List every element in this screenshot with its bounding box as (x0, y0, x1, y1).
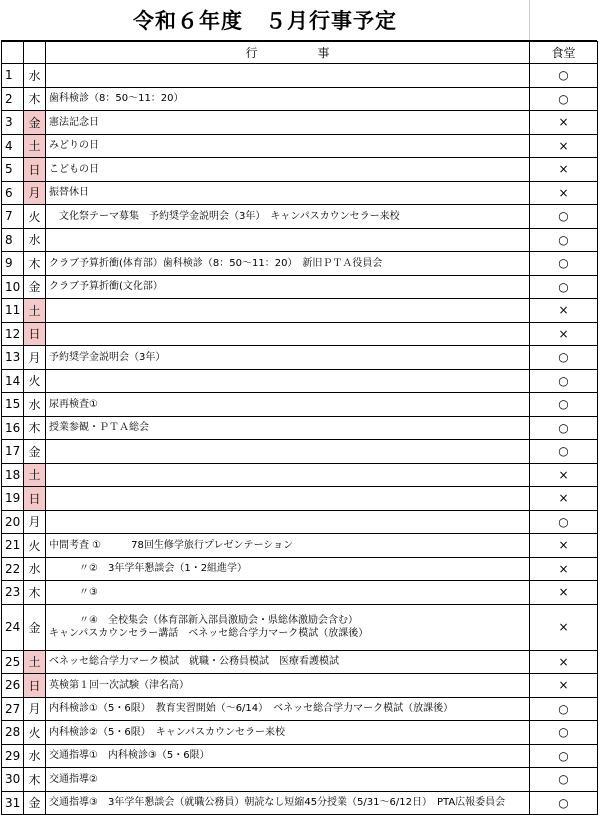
table-row (2, 393, 598, 417)
event-cell (46, 416, 530, 440)
table-row (2, 64, 598, 88)
cafeteria-cell: × (530, 111, 598, 135)
table-row (2, 604, 598, 650)
day-cell: 13 (2, 346, 24, 370)
cafeteria-cell: ○ (530, 346, 598, 370)
schedule-table (1, 41, 598, 815)
weekday-header (24, 42, 46, 64)
cafeteria-cell: ○ (530, 275, 598, 299)
table-row (2, 87, 598, 111)
day-cell: 9 (2, 252, 24, 276)
cafeteria-cell: ○ (530, 721, 598, 745)
weekday-cell: 土 (24, 463, 46, 487)
page-title: 令和６年度 ５月行事予定 (133, 9, 397, 33)
event-cell (46, 581, 530, 605)
cafeteria-cell: ○ (530, 393, 598, 417)
event-cell (46, 275, 530, 299)
event-line: 中間考査 ① 78回生修学旅行プレゼンテーション (49, 539, 294, 551)
event-line: 授業参観・ＰＴＡ総会 (49, 422, 149, 434)
event-cell (46, 604, 530, 650)
day-cell: 30 (2, 768, 24, 792)
event-cell (46, 322, 530, 346)
day-cell: 22 (2, 557, 24, 581)
event-cell (46, 393, 530, 417)
event-line: 文化祭テーマ募集 予約奨学金説明会（3年） キャンパスカウンセラー来校 (49, 210, 400, 222)
weekday-cell: 金 (24, 275, 46, 299)
table-row (2, 181, 598, 205)
table-row (2, 416, 598, 440)
cafeteria-cell: ○ (530, 369, 598, 393)
event-line: 交通指導③ 3年学年懇談会（就職公務員）朝読なし短縮45分授業（5/31～6/12日） PTA広報委員会 (49, 797, 506, 809)
header-row (2, 42, 598, 64)
weekday-cell: 水 (24, 744, 46, 768)
day-cell: 21 (2, 534, 24, 558)
table-row (2, 463, 598, 487)
cafeteria-cell: ○ (530, 252, 598, 276)
weekday-cell: 木 (24, 416, 46, 440)
weekday-cell: 日 (24, 322, 46, 346)
table-row (2, 322, 598, 346)
event-cell (46, 744, 530, 768)
weekday-cell: 水 (24, 228, 46, 252)
event-line: クラブ予算折衝(文化部） (49, 281, 163, 293)
table-row (2, 510, 598, 534)
day-cell: 7 (2, 205, 24, 229)
table-row (2, 111, 598, 135)
title-side-cell (529, 0, 597, 40)
event-cell (46, 181, 530, 205)
day-cell: 11 (2, 299, 24, 323)
weekday-cell: 木 (24, 87, 46, 111)
event-line: クラブ予算折衝(体育部）歯科検診（8：50～11：20） 新旧ＰＴＡ役員会 (49, 257, 383, 269)
weekday-cell: 土 (24, 650, 46, 674)
cafeteria-cell: ○ (530, 510, 598, 534)
weekday-cell: 金 (24, 440, 46, 464)
day-cell: 20 (2, 510, 24, 534)
table-row (2, 768, 598, 792)
weekday-cell: 火 (24, 369, 46, 393)
event-line: 〃③ (49, 586, 98, 598)
cafeteria-cell: × (530, 487, 598, 511)
weekday-cell: 水 (24, 64, 46, 88)
day-cell: 26 (2, 674, 24, 698)
cafeteria-cell: × (530, 534, 598, 558)
event-cell (46, 134, 530, 158)
event-line: キャンパスカウンセラー講話 ベネッセ総合学力マーク模試（放課後） (49, 628, 369, 639)
day-cell: 25 (2, 650, 24, 674)
event-line: 交通指導① 内科検診③（5・6限） (49, 750, 210, 762)
weekday-cell: 月 (24, 510, 46, 534)
event-cell (46, 791, 530, 815)
cafeteria-cell: ○ (530, 205, 598, 229)
day-cell: 2 (2, 87, 24, 111)
day-cell: 23 (2, 581, 24, 605)
cafeteria-cell: × (530, 604, 598, 650)
event-cell (46, 252, 530, 276)
weekday-cell: 火 (24, 205, 46, 229)
weekday-cell: 火 (24, 534, 46, 558)
event-cell (46, 721, 530, 745)
day-cell: 19 (2, 487, 24, 511)
event-line: 尿再検査① (49, 398, 98, 410)
table-row (2, 369, 598, 393)
table-row (2, 205, 598, 229)
cafeteria-cell: ○ (530, 87, 598, 111)
table-row (2, 581, 598, 605)
event-line: ベネッセ総合学力マーク模試 就職・公務員模試 医療看護模試 (49, 656, 339, 668)
day-cell: 18 (2, 463, 24, 487)
table-row (2, 744, 598, 768)
table-row (2, 487, 598, 511)
event-line: 内科検診①（5・6限） 教育実習開始（～6/14） ベネッセ総合学力マーク模試（放課後） (49, 703, 454, 715)
event-cell (46, 534, 530, 558)
weekday-cell: 月 (24, 697, 46, 721)
cafeteria-cell: ○ (530, 64, 598, 88)
table-row (2, 534, 598, 558)
day-cell: 8 (2, 228, 24, 252)
event-line: 振替休日 (49, 187, 89, 199)
cafeteria-cell: ○ (530, 228, 598, 252)
event-header: 行事 (46, 42, 530, 64)
day-cell: 17 (2, 440, 24, 464)
event-cell (46, 228, 530, 252)
weekday-cell: 木 (24, 252, 46, 276)
cafeteria-cell: ○ (530, 416, 598, 440)
event-line: 交通指導② (49, 773, 98, 785)
table-row (2, 791, 598, 815)
day-cell: 5 (2, 158, 24, 182)
schedule-sheet (1, 0, 597, 815)
event-cell (46, 440, 530, 464)
day-cell: 16 (2, 416, 24, 440)
event-cell (46, 650, 530, 674)
event-cell (46, 87, 530, 111)
day-cell: 29 (2, 744, 24, 768)
day-cell: 10 (2, 275, 24, 299)
table-row (2, 275, 598, 299)
day-cell: 3 (2, 111, 24, 135)
event-line: 〃② 3年学年懇談会（1・2組進学） (49, 563, 248, 575)
table-row (2, 228, 598, 252)
cafeteria-cell: ○ (530, 791, 598, 815)
table-row (2, 650, 598, 674)
weekday-cell: 金 (24, 111, 46, 135)
day-cell: 6 (2, 181, 24, 205)
cafeteria-cell: × (530, 674, 598, 698)
day-cell: 27 (2, 697, 24, 721)
day-cell: 1 (2, 64, 24, 88)
event-line: みどりの日 (49, 140, 99, 152)
table-row (2, 440, 598, 464)
cafeteria-header: 食堂 (530, 42, 598, 64)
day-cell: 4 (2, 134, 24, 158)
day-cell: 31 (2, 791, 24, 815)
event-line: 〃④ 全校集会（体育部新入部員激励会・県総体激励会含む） (49, 615, 358, 626)
table-row (2, 158, 598, 182)
weekday-cell: 土 (24, 134, 46, 158)
event-cell (46, 557, 530, 581)
weekday-cell: 月 (24, 181, 46, 205)
event-cell (46, 674, 530, 698)
cafeteria-cell: × (530, 299, 598, 323)
event-line: 憲法記念日 (49, 116, 99, 128)
cafeteria-cell: × (530, 134, 598, 158)
event-line: こどもの日 (49, 163, 99, 175)
event-line: 歯科検診（8：50～11：20） (49, 93, 184, 105)
weekday-cell: 金 (24, 791, 46, 815)
table-row (2, 557, 598, 581)
title-row (1, 0, 597, 41)
event-cell (46, 369, 530, 393)
cafeteria-cell: ○ (530, 440, 598, 464)
cafeteria-cell: ○ (530, 697, 598, 721)
event-line: 予約奨学金説明会（3年） (49, 351, 166, 363)
day-cell: 12 (2, 322, 24, 346)
day-cell: 15 (2, 393, 24, 417)
cafeteria-cell: ○ (530, 744, 598, 768)
weekday-cell: 月 (24, 346, 46, 370)
event-cell (46, 697, 530, 721)
weekday-cell: 日 (24, 487, 46, 511)
table-row (2, 252, 598, 276)
cafeteria-cell: × (530, 650, 598, 674)
weekday-cell: 日 (24, 674, 46, 698)
table-row (2, 299, 598, 323)
weekday-cell: 日 (24, 158, 46, 182)
day-cell: 24 (2, 604, 24, 650)
day-cell: 14 (2, 369, 24, 393)
cafeteria-cell: × (530, 158, 598, 182)
event-cell (46, 111, 530, 135)
event-cell (46, 510, 530, 534)
weekday-cell: 木 (24, 581, 46, 605)
table-row (2, 674, 598, 698)
day-header (2, 42, 24, 64)
weekday-cell: 水 (24, 557, 46, 581)
event-cell (46, 346, 530, 370)
table-row (2, 346, 598, 370)
weekday-cell: 木 (24, 768, 46, 792)
cafeteria-cell: × (530, 322, 598, 346)
table-row (2, 721, 598, 745)
table-row (2, 697, 598, 721)
event-cell (46, 463, 530, 487)
event-line: 英検第１回一次試験（津名高） (49, 679, 189, 691)
event-cell (46, 64, 530, 88)
weekday-cell: 金 (24, 604, 46, 650)
event-line: 内科検診②（5・6限） キャンパスカウンセラー来校 (49, 726, 285, 738)
day-cell: 28 (2, 721, 24, 745)
event-cell (46, 768, 530, 792)
event-cell (46, 487, 530, 511)
cafeteria-cell: × (530, 463, 598, 487)
cafeteria-cell: × (530, 581, 598, 605)
cafeteria-cell: × (530, 181, 598, 205)
table-row (2, 134, 598, 158)
weekday-cell: 土 (24, 299, 46, 323)
cafeteria-cell: × (530, 557, 598, 581)
event-cell (46, 299, 530, 323)
event-cell (46, 205, 530, 229)
weekday-cell: 火 (24, 721, 46, 745)
event-cell (46, 158, 530, 182)
cafeteria-cell: ○ (530, 768, 598, 792)
weekday-cell: 水 (24, 393, 46, 417)
